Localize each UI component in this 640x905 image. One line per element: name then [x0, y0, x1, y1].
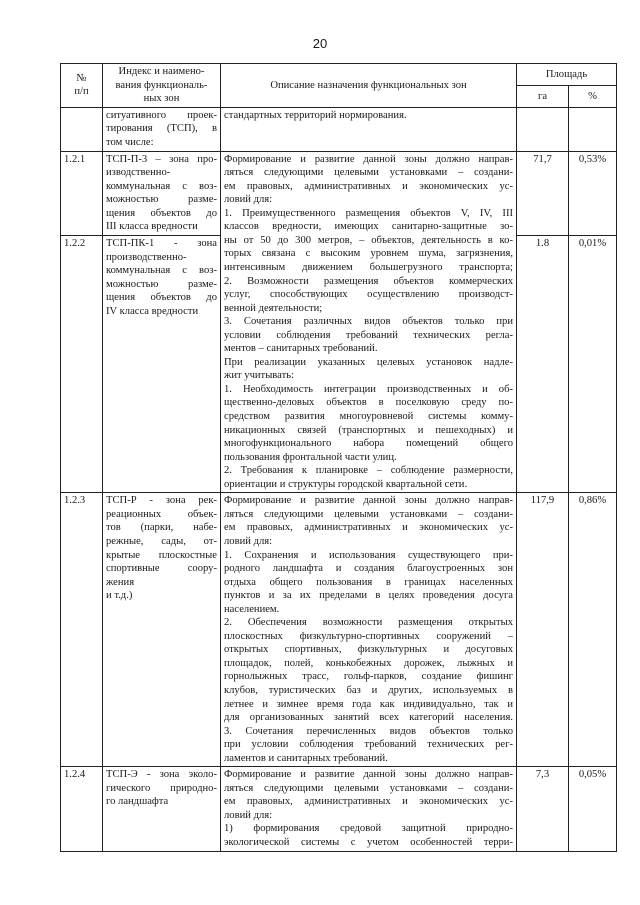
table-row — [61, 151, 617, 235]
zone-description: Формирование и развитие данной зоны должно направ- ляться следующими целевыми установками – создани- ем правовых, административных и экономических ус- ловий для: 1) формирования средовой защитной природно- экологической системы с учетом особенностей терри- — [221, 767, 517, 852]
row-number: 1.2.1 — [61, 151, 103, 235]
header-pct: % — [569, 86, 617, 107]
area-pct: 0,86% — [569, 493, 617, 767]
zone-index: ТСП-П-3 – зона про- изводственно- коммунальная с воз- можностью размe- щения объектов до III класса вредности — [103, 151, 221, 235]
zone-index: ТСП-Э - зона эколо- гического природно- го ландшафта — [103, 767, 221, 852]
page-number: 20 — [312, 36, 328, 51]
row-number — [61, 107, 103, 151]
zone-index: ТСП-Р - зона рек- реационных объек- тов (парки, набе- режные, сады, от- крытые плоскостные спортивные соору- жения и т.д.) — [103, 493, 221, 767]
area-ha: 1.8 — [517, 236, 569, 493]
area-ha: 71,7 — [517, 151, 569, 235]
header-num: № п/п — [61, 64, 103, 108]
area-pct: 0,05% — [569, 767, 617, 852]
zone-index: ситуативного проек- тирования (ТСП), в том числе: — [103, 107, 221, 151]
table-row — [61, 767, 617, 852]
area-ha: 117,9 — [517, 493, 569, 767]
zone-index: ТСП-ПК-1 - зона производственно- коммунальная с воз- можностью размe- щения объектов до IV класса вредности — [103, 236, 221, 493]
zone-description: Формирование и развитие данной зоны должно направ- ляться следующими целевыми установками – создани- ем правовых, административных и экономических ус- ловий для: 1. Преимущественного размещения объектов V, IV, III классов вредности, имеющих санитарно-защитные зо- ны от 50 до 300 метров, – объектов, деятельность в ко- торых связана с высоким уровнем шума, загрязнения, интенсивным движением большегрузного транспорта; 2. Возможности размещения объектов коммерческих услуг, способствующих осуществлению производст- венной деятельности; 3. Сочетания различных видов объектов только при условии соблюдения требований технических регла- ментов – санитарных требований. При реализации указанных целевых установок надле- жит учитывать: 1. Необходимость интеграции производственных и об- щественно-деловых объектов в поселковую среду по- средством развития многоуровневой системы комму- никационных связей (транспортных и пешеходных) и многофункционального набора помещений общего пользования фронтальной части улиц. 2. Требования к планировке – соблюдение размерности, ориентации и структуры городской квартальной сети. — [221, 151, 517, 493]
area-pct: 0,01% — [569, 236, 617, 493]
row-number: 1.2.3 — [61, 493, 103, 767]
functional-zones-table — [60, 63, 617, 852]
row-number: 1.2.4 — [61, 767, 103, 852]
area-ha — [517, 107, 569, 151]
area-ha: 7,3 — [517, 767, 569, 852]
header-index: Индекс и наимено- вания функциональ- ных зон — [103, 64, 221, 108]
header-description: Описание назначения функциональных зон — [221, 64, 517, 108]
zone-description: Формирование и развитие данной зоны должно направ- ляться следующими целевыми установками – создани- ем правовых, административных и экономических ус- ловий для: 1. Сохранения и использования существующего при- родного ландшафта и создания благоустроенных зон отдыха общего пользования в границах населенных пунктов и за их пределами в целях проведения досуга населением. 2. Обеспечения возможности размещения открытых плоскостных физкультурно-спортивных сооружений – открытых спортивных, физкультурных и досуговых площадок, полей, конькобежных дорожек, лыжных и горнолыжных трасс, гольф-парков, создание фишинг клубов, туристических баз и других, используемых в летнее и зимнее время года как индивидуально, так и для организованных занятий всех категорий населения. 3. Сочетания перечисленных видов объектов только при условии соблюдения требований технических рег- ламентов и санитарных требований. — [221, 493, 517, 767]
header-area: Площадь — [517, 64, 617, 86]
area-pct: 0,53% — [569, 151, 617, 235]
table-row — [61, 493, 617, 767]
zone-description: стандартных территорий нормирования. — [221, 107, 517, 151]
header-ha: га — [517, 86, 569, 107]
area-pct — [569, 107, 617, 151]
row-number: 1.2.2 — [61, 236, 103, 493]
table-row — [61, 107, 617, 151]
